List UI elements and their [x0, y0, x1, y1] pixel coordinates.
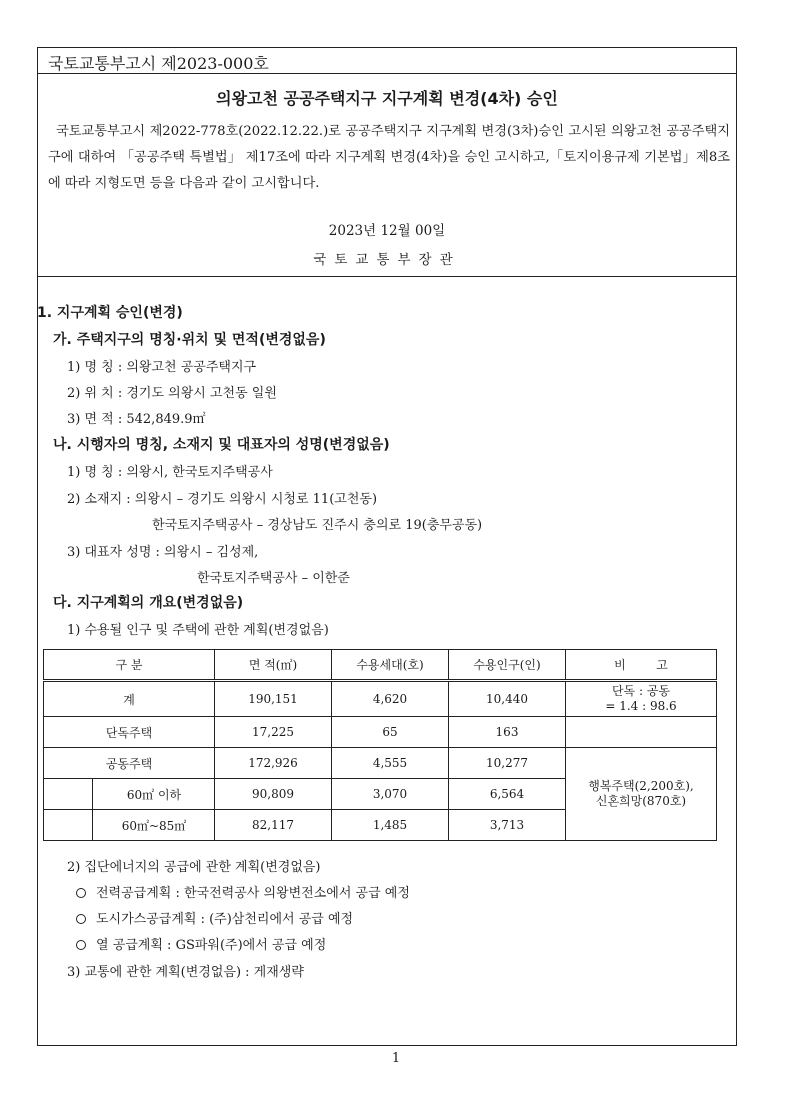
energy-plan-label: 2) 집단에너지의 공급에 관한 계획(변경없음)	[67, 860, 321, 875]
row-label: 60㎡ 이하	[92, 778, 215, 810]
row-households: 3,070	[332, 779, 449, 810]
header-population: 수용인구(인)	[449, 650, 566, 681]
population-plan-label: 1) 수용될 인구 및 주택에 관한 계획(변경없음)	[67, 623, 329, 638]
header-category: 구 분	[44, 650, 215, 681]
row-area: 90,809	[215, 779, 332, 810]
row-label: 공동주택	[44, 748, 215, 779]
notice-date: 2023년 12월 00일	[328, 223, 446, 239]
operator-address-2: 한국토지주택공사 – 경상남도 진주시 충의로 19(충무공동)	[152, 518, 483, 533]
note-line: 행복주택(2,200호),	[588, 779, 694, 793]
row-area: 82,117	[215, 810, 332, 841]
header-households: 수용세대(호)	[332, 650, 449, 681]
bullet-text: 열 공급계획 : GS파워(주)에서 공급 예정	[96, 938, 327, 953]
row-population: 10,440	[449, 681, 566, 717]
section-1-heading: 1. 지구계획 승인(변경)	[37, 305, 183, 321]
bullet-text: 도시가스공급계획 : (주)삼천리에서 공급 예정	[96, 912, 354, 927]
row-note	[566, 748, 717, 841]
operator-address-1: 2) 소재지 : 의왕시 – 경기도 의왕시 시청로 11(고천동)	[67, 492, 378, 507]
header-area: 면 적(㎡)	[215, 650, 332, 681]
population-housing-table	[43, 649, 717, 841]
row-note	[566, 681, 717, 717]
note-line: 신혼희망(870호)	[595, 794, 687, 808]
notice-number: 국토교통부고시 제2023-000호	[48, 54, 269, 73]
representative-2: 한국토지주택공사 – 이한준	[197, 571, 350, 586]
section-da-heading: 다. 지구계획의 개요(변경없음)	[53, 595, 244, 611]
circle-bullet-icon	[76, 888, 86, 898]
circle-bullet-icon	[76, 914, 86, 924]
bullet-text: 전력공급계획 : 한국전력공사 의왕변전소에서 공급 예정	[96, 886, 410, 901]
operator-name: 1) 명 칭 : 의왕시, 한국토지주택공사	[67, 465, 273, 480]
circle-bullet-icon	[76, 940, 86, 950]
transport-plan-label: 3) 교통에 관한 계획(변경없음) : 게재생략	[67, 965, 304, 980]
row-label-cell	[44, 779, 215, 810]
district-location: 2) 위 치 : 경기도 의왕시 고천동 일원	[67, 386, 277, 401]
row-households: 1,485	[332, 810, 449, 841]
row-population: 163	[449, 717, 566, 748]
section-na-heading: 나. 시행자의 명칭, 소재지 및 대표자의 성명(변경없음)	[53, 437, 390, 453]
bullet-item	[76, 882, 410, 901]
row-area: 190,151	[215, 681, 332, 717]
row-label: 단독주택	[44, 717, 215, 748]
district-area: 3) 면 적 : 542,849.9㎡	[67, 412, 206, 427]
table-header-row	[44, 650, 717, 681]
bullet-item	[76, 908, 353, 927]
row-households: 4,620	[332, 681, 449, 717]
section-divider	[37, 276, 737, 277]
representative-1: 3) 대표자 성명 : 의왕시 – 김성제,	[67, 545, 259, 560]
row-note	[566, 717, 717, 748]
section-ga-heading: 가. 주택지구의 명칭·위치 및 면적(변경없음)	[53, 332, 326, 348]
row-area: 172,926	[215, 748, 332, 779]
table-row	[44, 717, 717, 748]
header-note: 비 고	[566, 650, 717, 681]
intro-paragraph: 국토교통부고시 제2022-778호(2022.12.22.)로 공공주택지구 지구계획 변경(3차)승인 고시된 의왕고천 공공주택지구에 대하여 「공공주택 특별법」 제17조에 따라 지구계획 변경(4차)을 승인 고시하고,「토지이용규제 기본법」제8조에 따라 지형도면 등을 다음과 같이 고시합니다.	[48, 124, 730, 191]
table-row	[44, 748, 717, 779]
note-line: 단독 : 공동	[611, 684, 671, 698]
row-label-cell	[44, 810, 215, 841]
row-population: 6,564	[449, 779, 566, 810]
note-line: = 1.4 : 98.6	[605, 699, 677, 713]
minister-signature: 국토교통부장관	[313, 252, 461, 268]
row-label: 60㎡~85㎡	[92, 809, 215, 841]
document-title: 의왕고천 공공주택지구 지구계획 변경(4차) 승인	[216, 89, 558, 108]
row-population: 10,277	[449, 748, 566, 779]
row-population: 3,713	[449, 810, 566, 841]
row-households: 4,555	[332, 748, 449, 779]
page-number: 1	[391, 1051, 401, 1066]
bullet-item	[76, 934, 326, 953]
district-name: 1) 명 칭 : 의왕고천 공공주택지구	[67, 360, 257, 375]
table-row	[44, 681, 717, 717]
row-households: 65	[332, 717, 449, 748]
row-label: 계	[44, 681, 215, 717]
row-area: 17,225	[215, 717, 332, 748]
